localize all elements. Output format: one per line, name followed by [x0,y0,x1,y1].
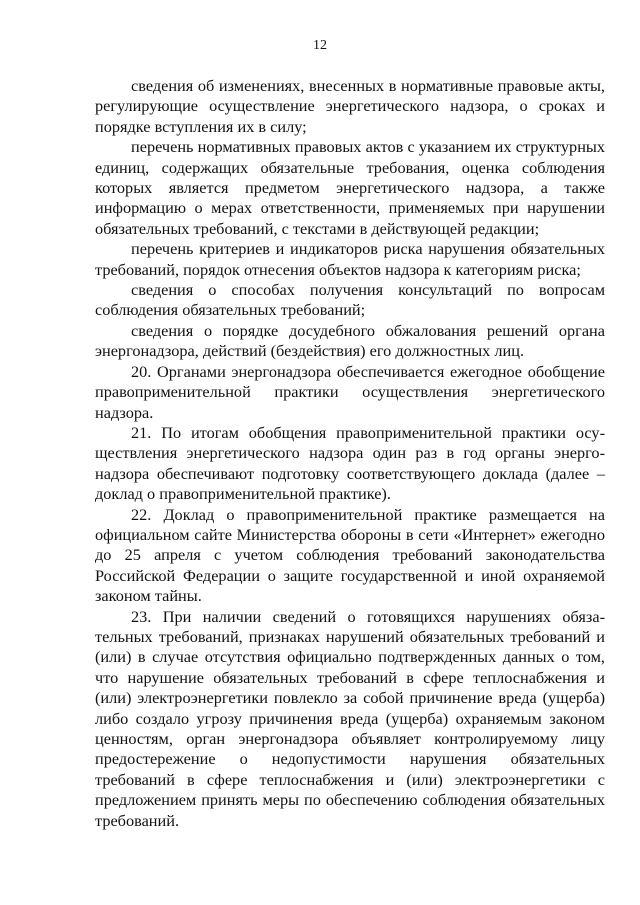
page-number: 12 [313,38,327,53]
paragraph-legal-acts-list: перечень нормативных правовых актов с указанием их структурных единиц, содержащих обязательные требования, оценка соблюдения которых является предметом энергетического надзора, а также информацию о мерах ответственности, применяемых при нарушении обязательных требований, с текстами в действующей редакции; [95,137,605,238]
paragraph-item-22: 22. Доклад о правоприменительной практике размещается на официальном сайте Министерства обороны в сети «Интернет» ежегодно до 25 апреля с учетом соблюдения требований законодательства Российской Федерации о защите государственной и иной охраняемой законом тайны. [95,504,605,606]
document-body [95,76,605,831]
paragraph-item-23: 23. При наличии сведений о готовящихся нарушениях обязательных требований, признаках нарушений обязательных требований и (или) в случае отсутствия официально подтвержденных данных о том, что нарушение обязательных требований в сфере теплоснабжения и (или) электроэнергетики повлекло за собой причинение вреда (ущерба) либо создало угрозу причинения вреда (ущерба) охраняемым законом ценностям, орган энергонадзора объявляет контролируемому лицу предостережение о недопустимости нарушения обязательных требований в сфере теплоснабжения и (или) электроэнергетики с предложением принять меры по обеспечению соблюдения обязательных требований. [95,606,605,830]
paragraph-appeal-procedure: сведения о порядке досудебного обжалования решений органа энергонадзора, действий (бездействия) его должностных лиц. [95,320,605,361]
paragraph-regulation-changes: сведения об изменениях, внесенных в нормативные правовые акты, регулирующие осуществление энергетического надзора, о сроках и порядке вступления их в силу; [95,76,605,136]
paragraph-consultations: сведения о способах получения консультаций по вопросам соблюдения обязательных требований; [95,280,605,320]
paragraph-risk-criteria: перечень критериев и индикаторов риска нарушения обязательных требований, порядок отнесения объектов надзора к категориям риска; [95,239,605,279]
paragraph-item-21: 21. По итогам обобщения правоприменительной практики осуществления энергетического надзора один раз в год органы энергонадзора обеспечивают подготовку соответствующего доклада (далее – доклад о правоприменительной практике). [95,422,605,504]
paragraph-item-20: 20. Органами энергонадзора обеспечивается ежегодное обобщение правоприменительной практики осуществления энергетического надзора. [95,361,605,422]
